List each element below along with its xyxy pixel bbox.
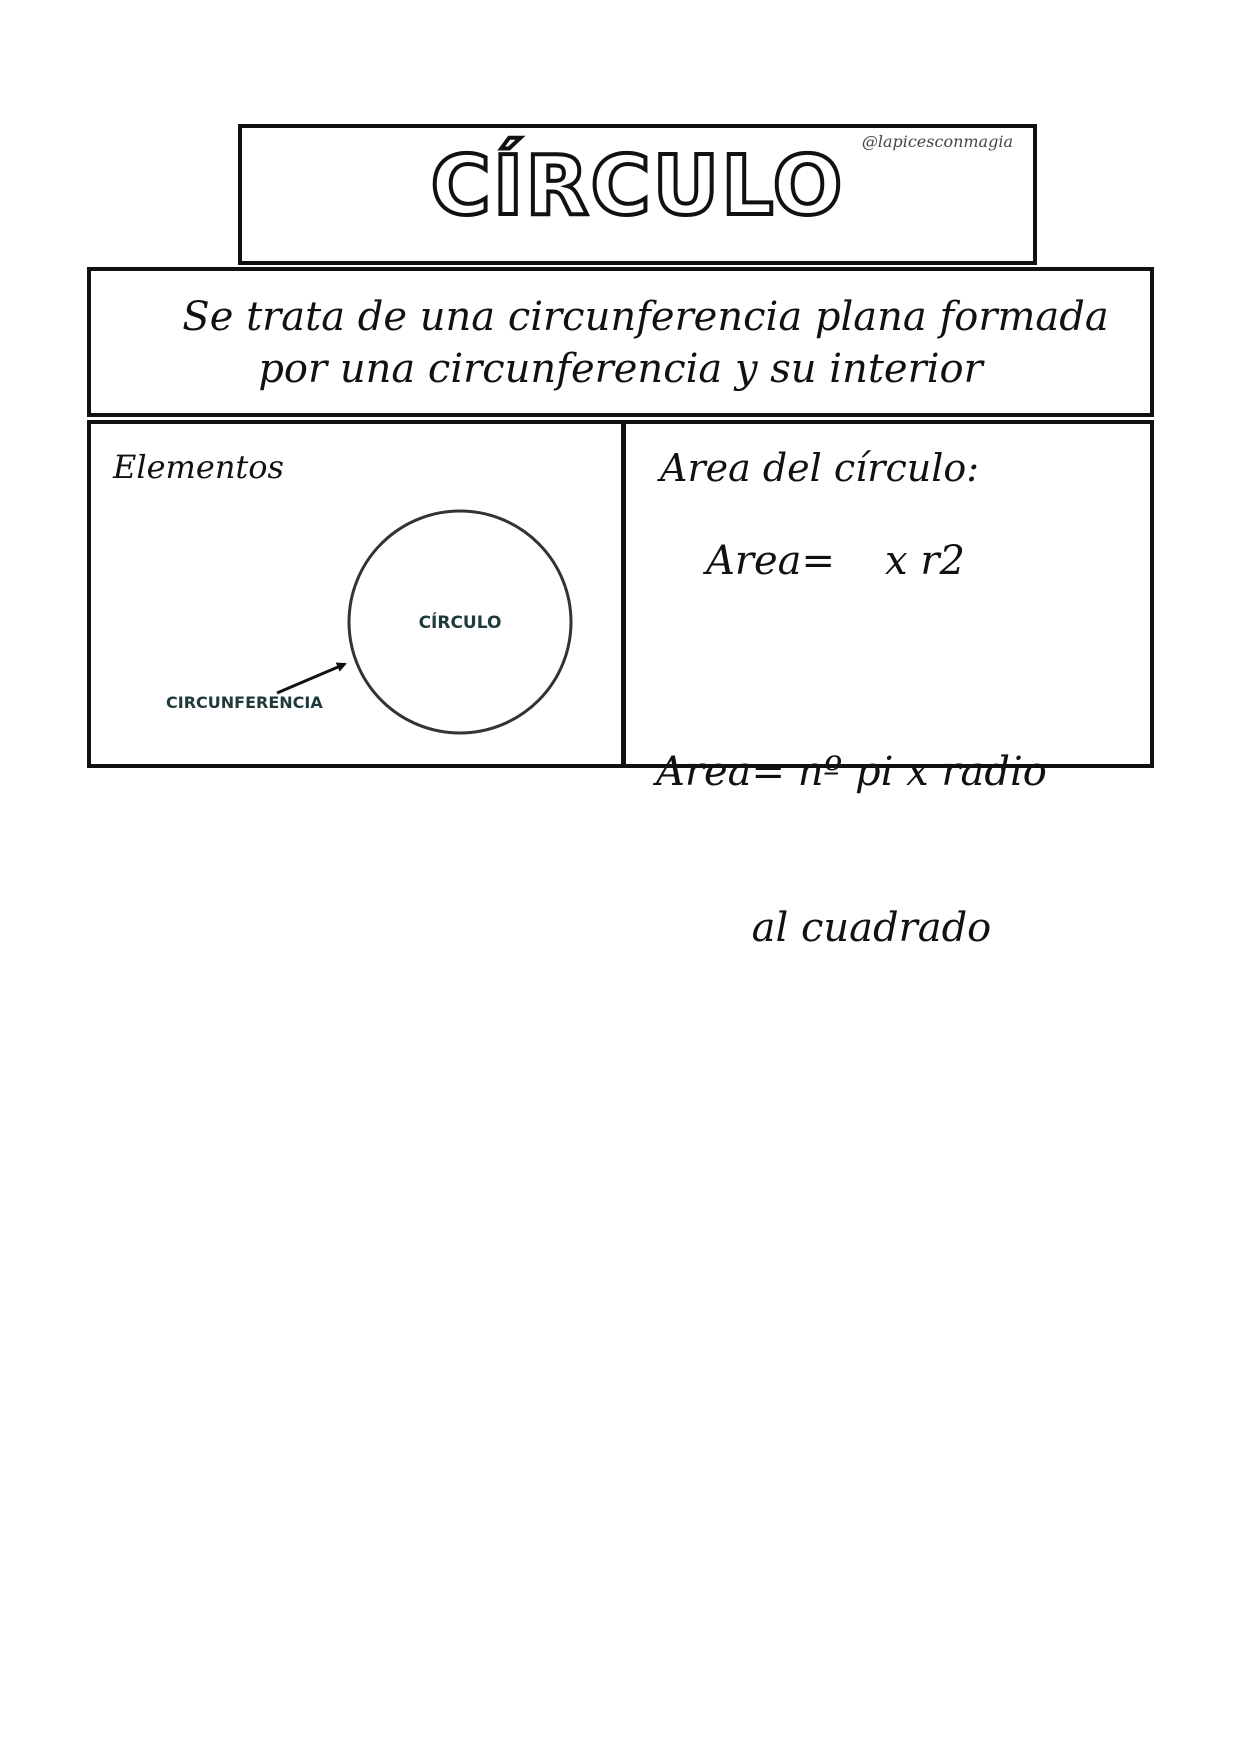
definition-line-2: por una circunferencia y su interior [258, 346, 983, 392]
area-formula [706, 538, 965, 584]
formula-left: Area= [706, 538, 836, 584]
watermark: @lapicesconmagia [861, 132, 1013, 151]
circle-diagram [91, 424, 621, 764]
definition-text [91, 291, 1150, 395]
formula-right: x r2 [885, 538, 965, 584]
circumference-label: CIRCUNFERENCIA [166, 693, 323, 712]
circumference-arrow [277, 664, 345, 693]
definition-box [87, 267, 1154, 417]
elements-heading: Elementos [113, 448, 284, 486]
area-description [656, 642, 1047, 1058]
area-box [622, 420, 1154, 951]
page-title: CÍRCULO [430, 139, 845, 234]
circle-label: CÍRCULO [418, 613, 502, 633]
area-heading: Area del círculo: [660, 446, 980, 490]
definition-line-1: Se trata de una circunferencia plana formada [182, 294, 1109, 340]
area-description-line-2: al cuadrado [751, 905, 992, 951]
elements-box [87, 420, 625, 768]
title-box [238, 124, 1037, 265]
area-description-line-1: Area= nº pi x radio [656, 749, 1047, 795]
